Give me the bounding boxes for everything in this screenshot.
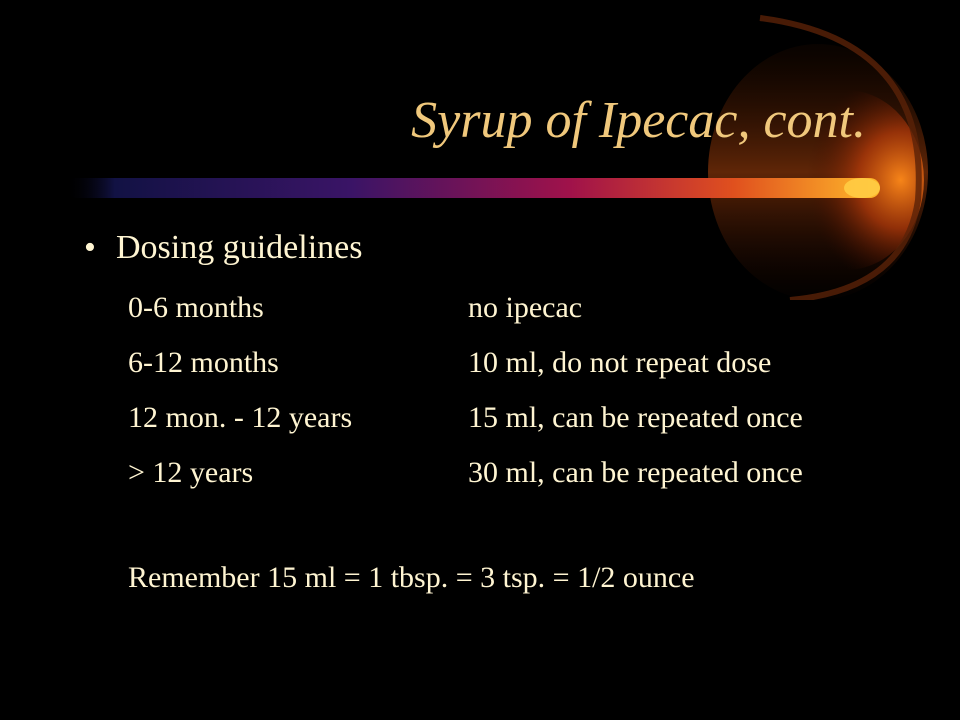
bullet-item xyxy=(84,228,362,269)
dosing-row xyxy=(128,286,928,341)
dosing-amount: 15 ml, can be repeated once xyxy=(468,401,803,434)
dosing-row xyxy=(128,341,928,396)
dosing-age: 12 mon. - 12 years xyxy=(128,401,353,434)
dosing-age: 0-6 months xyxy=(128,291,264,324)
slide-title: Syrup of Ipecac, cont. xyxy=(411,92,866,149)
dosing-row xyxy=(128,451,928,506)
bullet-symbol: • xyxy=(84,229,96,266)
dosing-age: > 12 years xyxy=(128,456,254,489)
dosing-amount: 10 ml, do not repeat dose xyxy=(468,346,772,379)
dosing-amount: no ipecac xyxy=(468,291,583,324)
dosing-row xyxy=(128,396,928,451)
dosing-age: 6-12 months xyxy=(128,346,279,379)
dosing-amount: 30 ml, can be repeated once xyxy=(468,456,803,489)
dosing-table xyxy=(128,286,928,506)
remember-note: Remember 15 ml = 1 tbsp. = 3 tsp. = 1/2 ounce xyxy=(128,561,695,594)
bullet-text: Dosing guidelines xyxy=(116,229,363,266)
